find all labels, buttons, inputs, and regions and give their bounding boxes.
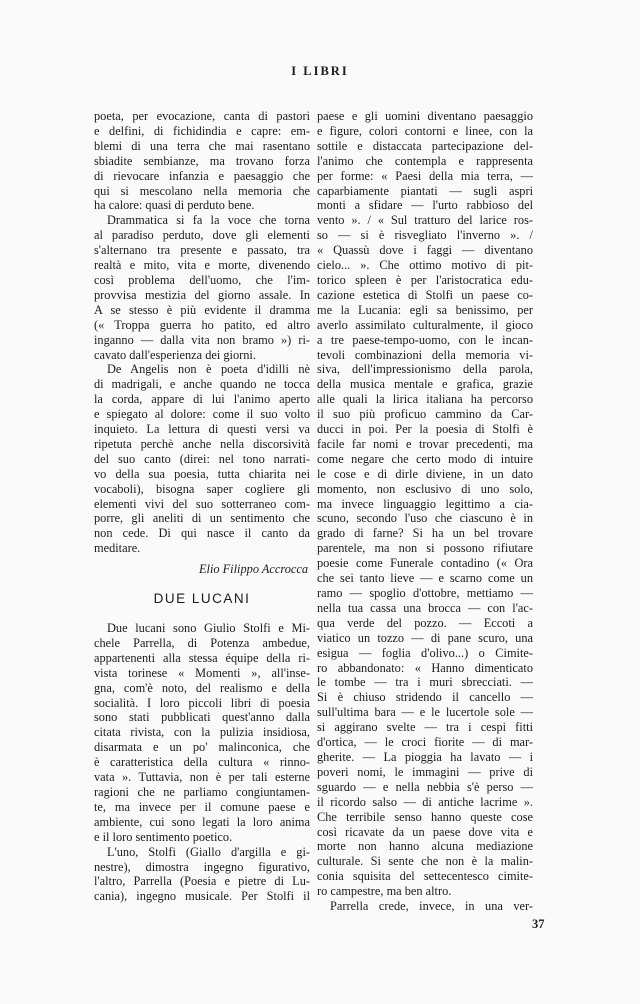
text-line: ha calore: quasi di perduto bene. [94, 198, 255, 213]
text-line: averlo assimilato culturalmente, il gioco [317, 317, 533, 332]
text-line: l'altro, Parrella (Poesia e pietre di Lu- [94, 874, 310, 889]
text-line: grado di farne? Si ha un bel trovare [317, 526, 533, 541]
text-line: e il loro sentimento poetico. [94, 829, 233, 844]
text-line: De Angelis non è poeta d'idilli nè [107, 362, 310, 377]
text-line: a tre paese-tempo-uomo, con le incan- [317, 332, 533, 347]
text-line: alle quali la lirica italiana ha percorso [317, 392, 533, 407]
text-line: e figure, colori contorni e linee, con la [317, 123, 533, 138]
text-line: così problema dell'uomo, che l'im- [94, 272, 310, 287]
paragraph [94, 621, 310, 845]
text-line: qua verde del pozzo. — Eccoti a [317, 615, 533, 630]
text-line: poesie come Funerale contadino (« Ora [317, 556, 533, 571]
text-line: che sei tanto lieve — e scarno come un [317, 571, 533, 586]
text-line: te, ma invece per il comune paese e [94, 799, 310, 814]
author-signature: Elio Filippo Accrocca [198, 562, 308, 577]
text-line: sono stati pubblicati quest'anno dalla [94, 710, 310, 725]
text-line: viatico un tozzo — di pane scuro, una [317, 630, 533, 645]
text-line: cazione estetica di Stolfi un paese co- [317, 287, 533, 302]
text-line: inquieto. La lettura di questi versi va [94, 422, 310, 437]
text-line: si aggirano svelte — tra i cespi fitti [317, 720, 533, 735]
text-line: vo della sua poesia, tutta chiarita nei [94, 466, 310, 481]
paragraph [94, 213, 310, 362]
text-line: di rievocare infanzia e paesaggio che [94, 168, 310, 183]
text-line: ragioni che ne parliamo congiuntamen- [94, 784, 310, 799]
text-line: blemi di una terra che mai rasentano [94, 138, 310, 153]
text-line: meditare. [94, 541, 141, 556]
text-line: del suo canto (direi: nel tono narrati- [94, 451, 310, 466]
text-line: al paradiso perduto, dove gli elementi [94, 228, 310, 243]
text-line: tevoli combinazioni della memoria vi- [317, 347, 533, 362]
text-line: sottile e distaccata partecipazione del- [317, 138, 533, 153]
text-line: cielo... ». Che ottimo motivo di pit- [317, 258, 533, 273]
text-line: scuno, secondo l'uso che ciascuno è in [317, 511, 533, 526]
text-line: Drammatica si fa la voce che torna [107, 213, 310, 228]
text-line: me la Lucania: egli sa benissimo, per [317, 302, 533, 317]
text-line: torico spleen è per l'aristocratica edu- [317, 272, 533, 287]
text-line: gherite. — La pioggia ha lavato — i [317, 749, 533, 764]
text-line: così ricavate da un paese dove vita e [317, 824, 533, 839]
text-line: ro campestre, ma ben altro. [317, 884, 452, 899]
text-line: come negare che certo modo di intuire [317, 451, 533, 466]
text-line: le tombe — tra i muri sbrecciati. — [317, 675, 533, 690]
text-line: s'alternano tra presente e passato, tra [94, 243, 310, 258]
text-line: gna, com'è noto, del realismo e della [94, 680, 310, 695]
text-line: socialità. I loro piccoli libri di poesia [94, 695, 310, 710]
text-line: e delfini, di fichidindia e capre: em- [94, 123, 310, 138]
text-line: ma invece linguaggio legittimo a cia- [317, 496, 533, 511]
text-line: cavato dall'esperienza dei giorni. [94, 347, 256, 362]
text-line: conia squisita del settecentesco cimite- [317, 869, 533, 884]
text-line: di madrigali, e anche quando ne tocca [94, 377, 310, 392]
text-line: Che terribile senso hanno queste cose [317, 809, 533, 824]
text-line: d'ortica, — le croci fiorite — di mar- [317, 735, 533, 750]
paragraph [94, 362, 310, 556]
paragraph [317, 899, 533, 914]
text-line: poveri nomi, le immagini — prive di [317, 764, 533, 779]
text-line: nella tua cassa una brocca — con l'ac- [317, 600, 533, 615]
paragraph [94, 845, 310, 905]
text-line: paese e gli uomini diventano paesaggio [317, 109, 533, 123]
text-line: della musica mentale e grafica, grazie [317, 377, 533, 392]
text-line: per forme: « Paesi della mia terra, — [317, 168, 533, 183]
text-line: L'uno, Stolfi (Giallo d'argilla e gi- [107, 844, 310, 859]
text-line: Parrella crede, invece, in una ver- [330, 899, 533, 914]
text-line: momento, non esclusivo di uno solo, [317, 481, 533, 496]
text-line: e spiegato al dolore: come il suo volto [94, 407, 310, 422]
paragraph [317, 109, 533, 899]
text-line: esigua — foglia d'olivo...) o Cimite- [317, 645, 533, 660]
text-line: vocaboli), bisogna saper cogliere gli [94, 481, 310, 496]
text-line: caparbiamente piantati — sugli aspri [317, 183, 533, 198]
text-line: ducci in poi. Per la poesia di Stolfi è [317, 422, 533, 437]
text-line: l'animo che contempla e rappresenta [317, 153, 533, 168]
text-line: cania), ingegno musicale. Per Stolfi il [94, 889, 310, 904]
text-line: A se stesso è più evidente il dramma [94, 302, 310, 317]
left-column [94, 109, 310, 904]
text-line: culturale. Si sente che non è la malin- [317, 854, 533, 869]
text-line: vata ». Tuttavia, non è per tali esterne [94, 770, 310, 785]
text-line: « Quassù dove i faggi — diventano [317, 243, 533, 258]
right-column [317, 109, 533, 914]
page-number: 37 [532, 917, 545, 931]
text-line: la corda, appare di lui l'animo aperto [94, 392, 310, 407]
text-line: nestre), dimostra ingegno figurativo, [94, 859, 310, 874]
text-line: non cede. Di qui nasce il canto da [94, 526, 310, 541]
text-line: siva, dell'impressionismo della parola, [317, 362, 533, 377]
text-line: elementi vivi del suo sotterraneo com- [94, 496, 310, 511]
article-title: DUE LUCANI [153, 591, 251, 607]
text-line: inganno — dalla vita non bramo ») ri- [94, 332, 310, 347]
text-line: citata rivista, con la pulizia insidiosa, [94, 725, 310, 740]
text-line: il suo più proficuo cammino da Car- [317, 407, 533, 422]
text-line: ro abbandonato: « Hanno dimenticato [317, 660, 533, 675]
text-line: morte non hanno alcuna mediazione [317, 839, 533, 854]
text-line: sull'ultima bara — e le lucertole sole — [317, 705, 533, 720]
text-line: vento ». / « Sul tratturo del larice ros- [317, 213, 533, 228]
text-line: ramo — spoglio d'ottobre, mettiamo — [317, 586, 533, 600]
text-line: le cose e di dirle diviene, in un dato [317, 466, 533, 481]
text-line: parentele, ma non si possono rifiutare [317, 541, 533, 556]
text-line: ripetuta perchè anche nella discorsività [94, 436, 310, 451]
text-line: vista torinese « Momenti », all'inse- [94, 665, 310, 680]
text-line: (« Troppa guerra ho patito, ed altro [94, 317, 310, 332]
text-line: facile far nomi e trovar precedenti, ma [317, 436, 533, 451]
text-line: porre, gli aneliti di un sentimento che [94, 511, 310, 526]
text-line: qui si mescolano nella memoria che [94, 183, 310, 198]
text-line: so — si è risvegliato l'inverno ». / [317, 228, 533, 243]
text-line: ambiente, cui sono legati la loro anima [94, 814, 310, 829]
text-line: chele Parrella, di Potenza ambedue, [94, 635, 310, 650]
running-header: I LIBRI [291, 64, 349, 78]
text-line: sguardo — e nella nebbia s'è perso — [317, 779, 533, 794]
text-line: provvisa mestizia del giorno assale. In [94, 287, 310, 302]
text-line: disarmata e un po' malinconica, che [94, 740, 310, 755]
text-line: poeta, per evocazione, canta di pastori [94, 109, 310, 123]
text-line: realtà e mito, vita e morte, divenendo [94, 258, 310, 273]
text-line: sbiadite sembianze, ma trovano forza [94, 153, 310, 168]
text-line: Si è chiuso stridendo il cancello — [317, 690, 533, 705]
paragraph [94, 109, 310, 213]
text-line: monti a sfidare — l'urto rabbioso del [317, 198, 533, 213]
text-line: è caratteristica della cultura « rinno- [94, 755, 310, 770]
text-line: il ricordo salso — di antiche lacrime ». [317, 794, 533, 809]
text-line: Due lucani sono Giulio Stolfi e Mi- [107, 621, 310, 635]
text-line: appartenenti alla stessa équipe della ri- [94, 650, 310, 665]
